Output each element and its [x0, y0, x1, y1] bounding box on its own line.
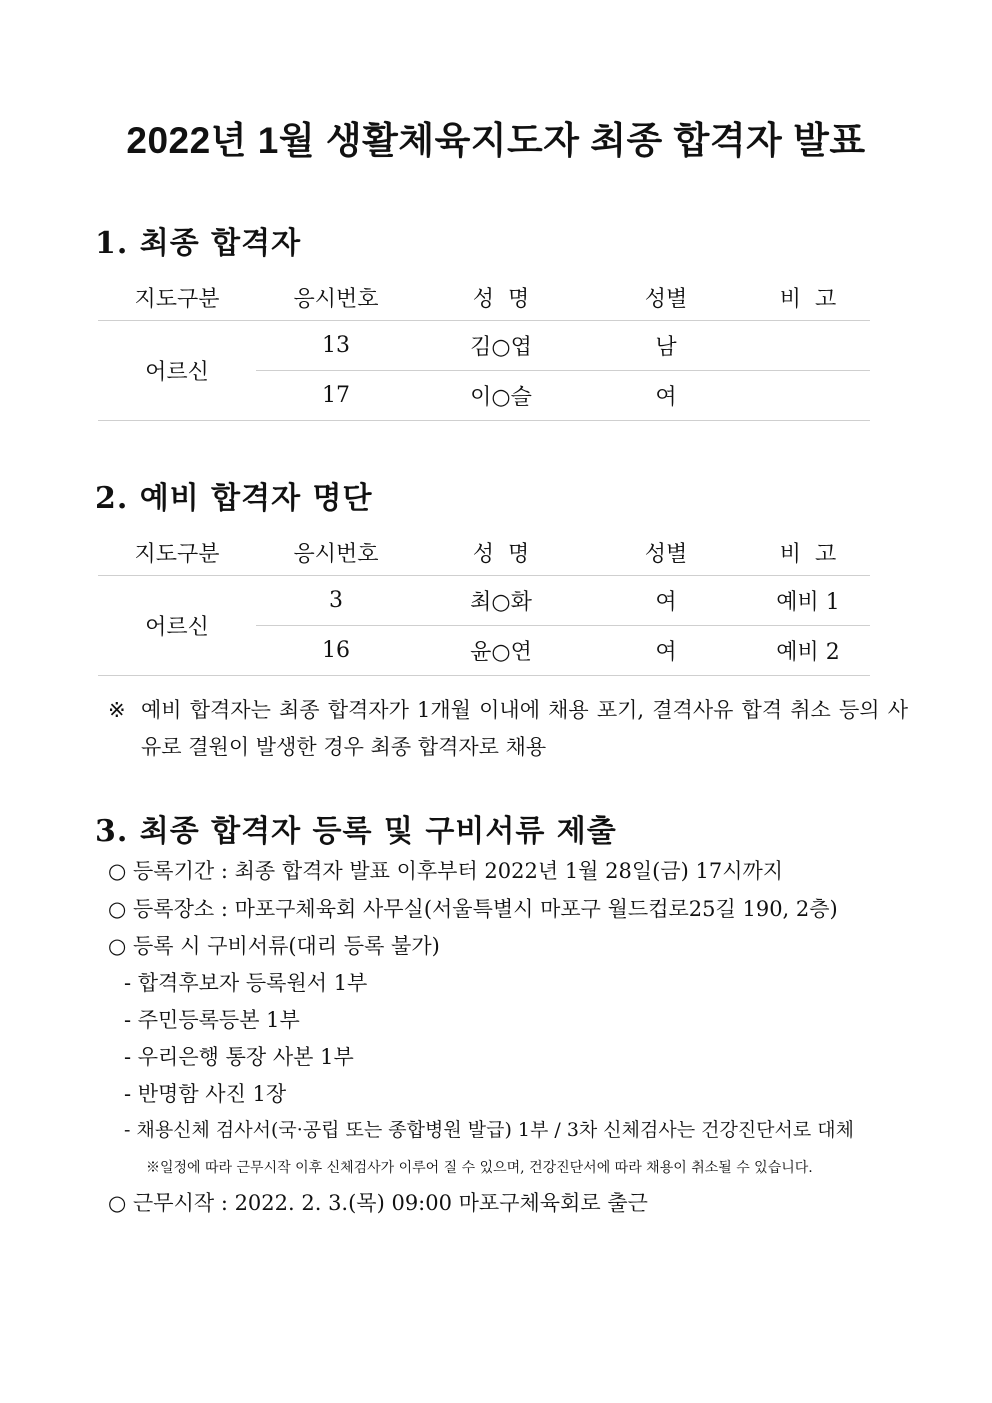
section2-heading: 2. 예비 합격자 명단: [95, 481, 373, 516]
registration-period: ○ 등록기간 : 최종 합격자 발표 이후부터 2022년 1월 28일(금) 17시까지: [108, 859, 784, 883]
required-documents-title: ○ 등록 시 구비서류(대리 등록 불가): [108, 934, 440, 958]
reserve-note-text: 예비 합격자는 최종 합격자가 1개월 이내에 채용 포기, 결격사유 합격 취소 등의 사유로 결원이 발생한 경우 최종 합격자로 채용: [141, 698, 908, 759]
header-division: 지도구분: [98, 274, 256, 321]
header-gender: 성별: [586, 529, 746, 576]
table-header-row: [98, 529, 870, 576]
document-item: - 반명함 사진 1장: [124, 1082, 287, 1106]
remarks-cell: 예비 2: [746, 626, 870, 676]
gender-cell: 여: [586, 576, 746, 626]
work-start: ○ 근무시작 : 2022. 2. 3.(목) 09:00 마포구체육회로 출근: [108, 1191, 648, 1215]
table-row: [98, 576, 870, 626]
reserve-note: [108, 692, 908, 766]
gender-cell: 여: [586, 371, 746, 421]
header-exam-number: 응시번호: [256, 529, 416, 576]
header-gender: 성별: [586, 274, 746, 321]
name-cell: 최○화: [416, 576, 586, 626]
reserve-pass-table: [98, 529, 870, 676]
table-header-row: [98, 274, 870, 321]
registration-place: ○ 등록장소 : 마포구체육회 사무실(서울특별시 마포구 월드컵로25길 190, 2층): [108, 897, 838, 921]
group-cell: 어르신: [98, 321, 256, 421]
section3-heading: 3. 최종 합격자 등록 및 구비서류 제출: [95, 814, 617, 849]
document-item: - 주민등록등본 1부: [124, 1008, 300, 1032]
document-item: - 채용신체 검사서(국·공립 또는 종합병원 발급) 1부 / 3차 신체검사는 건강진단서로 대체: [124, 1119, 854, 1141]
final-pass-table: [98, 274, 870, 421]
header-division: 지도구분: [98, 529, 256, 576]
exam-number-cell: 13: [256, 321, 416, 371]
header-name: 성 명: [416, 529, 586, 576]
gender-cell: 남: [586, 321, 746, 371]
section1-heading: 1. 최종 합격자: [95, 226, 302, 261]
gender-cell: 여: [586, 626, 746, 676]
header-exam-number: 응시번호: [256, 274, 416, 321]
name-cell: 이○슬: [416, 371, 586, 421]
table-row: [98, 321, 870, 371]
exam-number-cell: 16: [256, 626, 416, 676]
header-name: 성 명: [416, 274, 586, 321]
remarks-cell: 예비 1: [746, 576, 870, 626]
page-title: 2022년 1월 생활체육지도자 최종 합격자 발표: [126, 120, 866, 161]
note-mark: ※: [108, 698, 126, 722]
document-item: - 합격후보자 등록원서 1부: [124, 971, 368, 995]
header-remarks: 비 고: [746, 274, 870, 321]
remarks-cell: [746, 371, 870, 421]
document-item: - 우리은행 통장 사본 1부: [124, 1045, 354, 1069]
header-remarks: 비 고: [746, 529, 870, 576]
remarks-cell: [746, 321, 870, 371]
name-cell: 윤○연: [416, 626, 586, 676]
group-cell: 어르신: [98, 576, 256, 676]
exam-number-cell: 17: [256, 371, 416, 421]
exam-number-cell: 3: [256, 576, 416, 626]
documents-footnote: ※일정에 따라 근무시작 이후 신체검사가 이루어 질 수 있으며, 건강진단서에 따라 채용이 취소될 수 있습니다.: [146, 1160, 813, 1176]
name-cell: 김○엽: [416, 321, 586, 371]
